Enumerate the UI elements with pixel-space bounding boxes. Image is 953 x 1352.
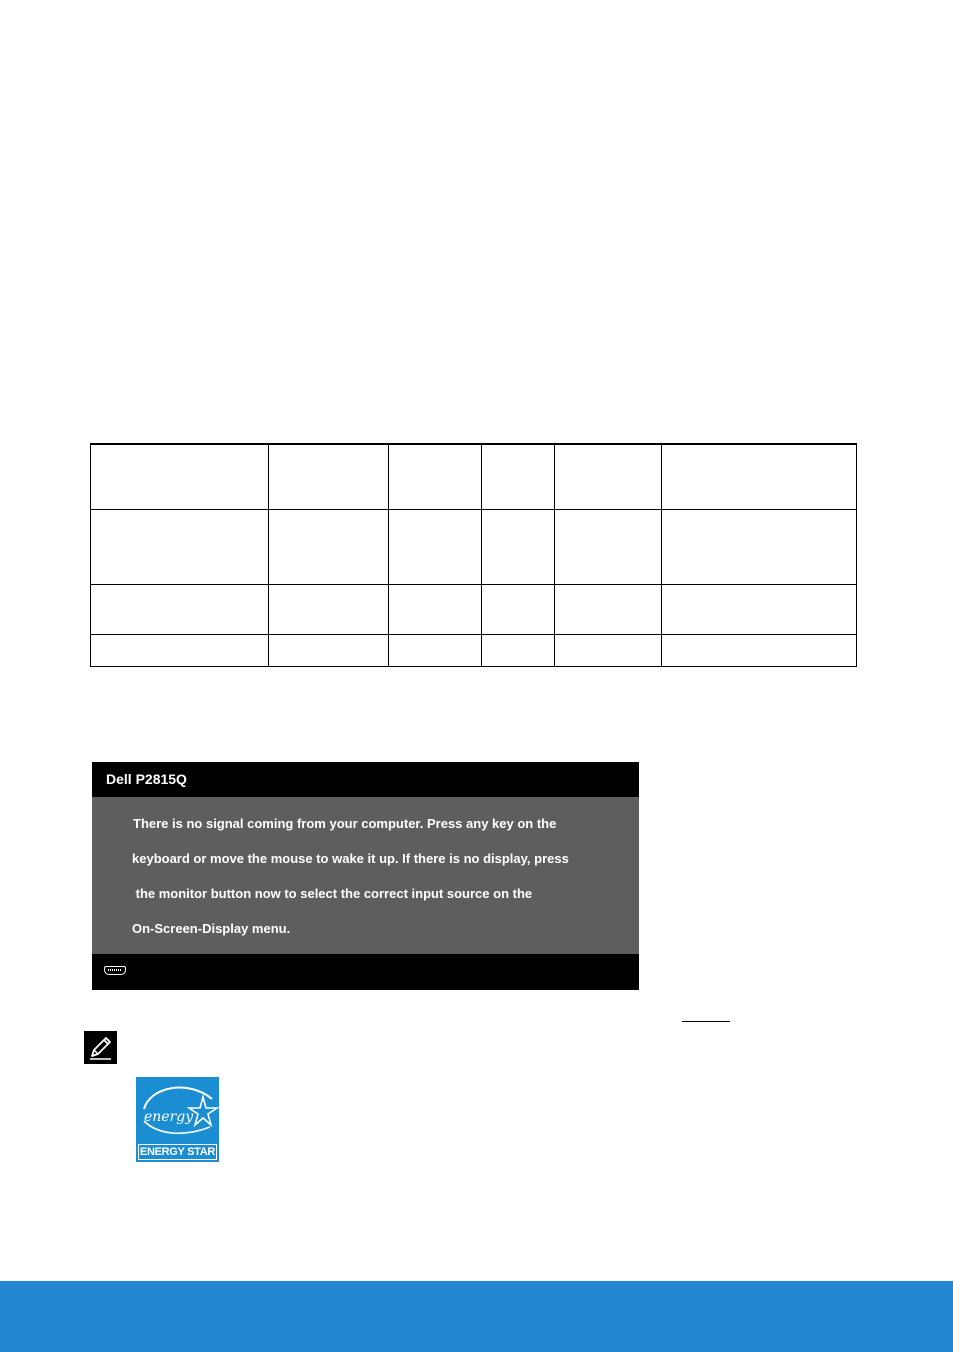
power-spec-table — [90, 443, 857, 667]
pencil-note-icon — [84, 1031, 117, 1064]
osd-footer — [92, 954, 639, 990]
no-signal-osd-dialog — [92, 762, 639, 990]
hdmi-port-icon — [104, 966, 126, 975]
energy-star-logo — [136, 1077, 219, 1162]
table-row — [91, 444, 857, 509]
table-row — [91, 634, 857, 666]
osd-message-line: On-Screen-Display menu. — [132, 921, 291, 936]
energy-script-text: energy — [144, 1109, 194, 1125]
osd-message-line: the monitor button now to select the correct input source on the — [132, 886, 533, 901]
osd-title: Dell P2815Q — [92, 762, 639, 797]
table-row — [91, 584, 857, 634]
osd-message-line: There is no signal coming from your computer. Press any key on the — [133, 816, 557, 831]
table-row — [91, 509, 857, 584]
energy-star-label: ENERGY STAR — [139, 1146, 216, 1158]
osd-message-line: keyboard or move the mouse to wake it up. If there is no display, press — [132, 851, 569, 866]
underlined-link[interactable] — [682, 1021, 730, 1022]
page-footer-bar — [0, 1281, 953, 1352]
